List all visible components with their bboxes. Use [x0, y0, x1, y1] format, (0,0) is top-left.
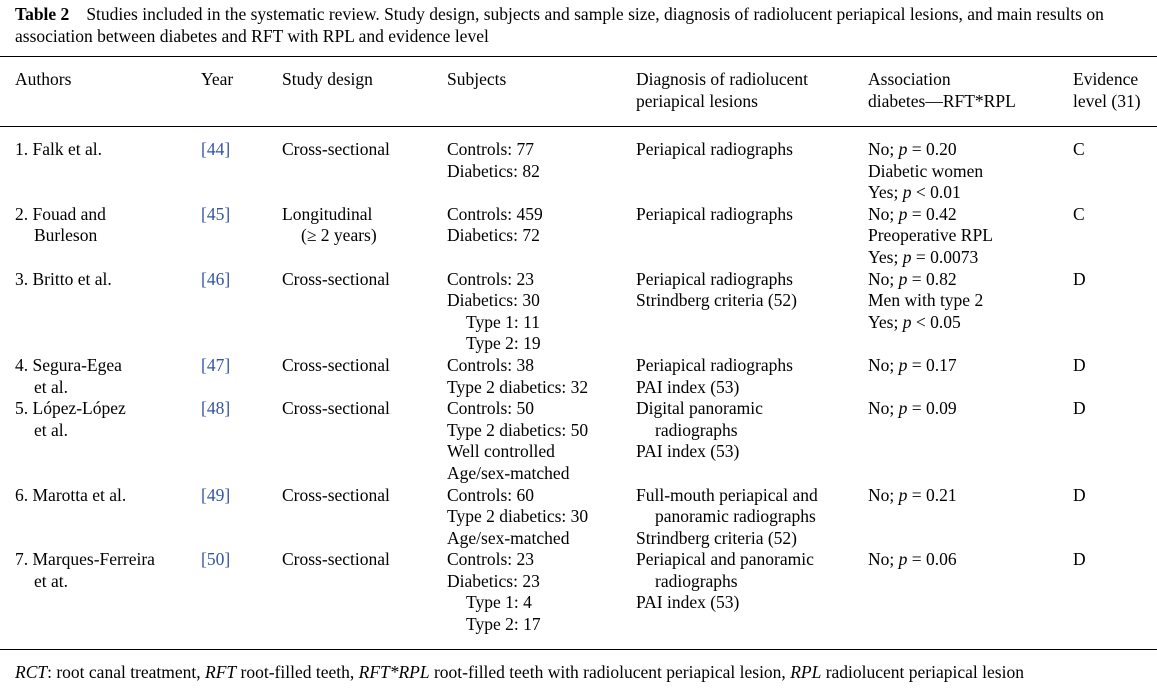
cell-line	[201, 549, 282, 571]
cell-line: Cross-sectional	[282, 268, 390, 289]
cell-authors	[15, 398, 201, 484]
cell-line-continued: Type 2: 17	[466, 614, 541, 635]
footnote-definition: radiolucent periapical lesion	[821, 662, 1024, 682]
p-value-symbol: p	[902, 182, 912, 203]
cell-diagnosis	[636, 485, 868, 550]
cell-authors	[15, 269, 201, 355]
table-label: Table 2	[15, 4, 70, 24]
header-evidence	[1073, 69, 1155, 112]
footnote-definition: root-filled teeth with radiolucent periapical lesion,	[429, 662, 791, 682]
cell-line: Preoperative RPL	[868, 225, 993, 246]
p-value-symbol: p	[898, 484, 908, 505]
cell-line: Periapical radiographs	[636, 139, 793, 159]
p-value-symbol: p	[898, 354, 908, 375]
reference-link[interactable]: [49]	[201, 484, 231, 505]
cell-line-continued: (≥ 2 years)	[301, 225, 377, 246]
cell-line: Type 2 diabetics: 30	[447, 506, 589, 527]
cell-diagnosis	[636, 398, 868, 484]
cell-year	[201, 398, 282, 484]
cell-line: No; p = 0.09	[868, 398, 957, 419]
cell-authors	[15, 355, 201, 398]
table-row	[15, 269, 1155, 355]
cell-line	[201, 139, 282, 161]
cell-line: C	[1073, 203, 1085, 224]
cell-line: 6. Marotta et al.	[15, 484, 127, 505]
cell-line: Cross-sectional	[282, 484, 390, 505]
cell-line: No; p = 0.06	[868, 549, 957, 570]
cell-line: Men with type 2	[868, 290, 984, 311]
cell-line: Strindberg criteria (52)	[636, 527, 798, 548]
table-footnote	[15, 662, 1024, 684]
cell-subjects	[447, 549, 636, 635]
cell-subjects	[447, 269, 636, 355]
cell-line: Type 2 diabetics: 32	[447, 376, 589, 397]
cell-authors	[15, 204, 201, 269]
reference-link[interactable]: [48]	[201, 398, 231, 419]
header-line: Diagnosis of radiolucent	[636, 69, 809, 89]
reference-link[interactable]: [50]	[201, 549, 231, 570]
header-year	[201, 69, 282, 112]
cell-subjects	[447, 204, 636, 269]
header-line: Study design	[282, 69, 373, 89]
cell-line: Periapical radiographs	[636, 203, 793, 224]
cell-year	[201, 204, 282, 269]
table-header-row	[15, 69, 1155, 112]
cell-line: Periapical radiographs	[636, 268, 793, 289]
cell-association	[868, 398, 1073, 484]
cell-line: Yes; p = 0.0073	[868, 246, 979, 267]
footnote-definition: : root canal treatment,	[47, 662, 206, 682]
cell-line: Cross-sectional	[282, 354, 390, 375]
header-association	[868, 69, 1073, 112]
header-line: diabetes—RFT*RPL	[868, 90, 1016, 111]
cell-evidence	[1073, 398, 1155, 484]
cell-design	[282, 355, 447, 398]
cell-line: Controls: 23	[447, 268, 535, 289]
header-rule	[0, 126, 1157, 127]
cell-association	[868, 269, 1073, 355]
cell-line	[201, 204, 282, 226]
cell-line: D	[1073, 354, 1086, 375]
cell-design	[282, 549, 447, 635]
cell-year	[201, 485, 282, 550]
cell-authors	[15, 139, 201, 204]
cell-line	[201, 355, 282, 377]
cell-subjects	[447, 355, 636, 398]
cell-line: No; p = 0.42	[868, 203, 957, 224]
cell-line: Digital panoramic	[636, 398, 763, 419]
reference-link[interactable]: [44]	[201, 139, 231, 159]
cell-authors	[15, 549, 201, 635]
header-line: Evidence	[1073, 69, 1139, 89]
header-authors	[15, 69, 201, 112]
footnote-abbreviation: RCT	[15, 662, 48, 682]
cell-design	[282, 139, 447, 204]
header-subjects	[447, 69, 636, 112]
cell-diagnosis	[636, 139, 868, 204]
header-diagnosis	[636, 69, 868, 112]
p-value-symbol: p	[898, 268, 908, 289]
cell-evidence	[1073, 204, 1155, 269]
cell-association	[868, 204, 1073, 269]
cell-line: Controls: 459	[447, 203, 543, 224]
cell-line	[201, 398, 282, 420]
cell-line: Age/sex-matched	[447, 462, 570, 483]
cell-line: Controls: 77	[447, 139, 535, 159]
cell-line: Cross-sectional	[282, 139, 390, 159]
cell-evidence	[1073, 355, 1155, 398]
cell-line: Diabetics: 82	[447, 160, 540, 181]
p-value-symbol: p	[898, 398, 908, 419]
cell-design	[282, 204, 447, 269]
footnote-definition: root-filled teeth,	[236, 662, 359, 682]
cell-line: Diabetics: 30	[447, 290, 540, 311]
cell-line: Diabetics: 72	[447, 225, 540, 246]
cell-diagnosis	[636, 549, 868, 635]
table-row	[15, 139, 1155, 204]
caption-text: Studies included in the systematic review. Study design, subjects and sample size, diagnosis of radiolucent periapical lesions, and main results on association between diabetes and RFT with RPL and evidence level	[15, 4, 1104, 46]
header-line: Year	[201, 69, 234, 89]
table-row	[15, 485, 1155, 550]
cell-evidence	[1073, 485, 1155, 550]
cell-line: D	[1073, 398, 1086, 419]
cell-design	[282, 485, 447, 550]
table-row	[15, 355, 1155, 398]
cell-line-continued: Type 1: 11	[466, 311, 540, 332]
cell-year	[201, 139, 282, 204]
cell-line: 7. Marques-Ferreira	[15, 549, 155, 570]
p-value-symbol: p	[902, 246, 912, 267]
cell-line: Longitudinal	[282, 203, 373, 224]
cell-line: Diabetics: 23	[447, 570, 540, 591]
cell-line	[201, 485, 282, 507]
cell-subjects	[447, 485, 636, 550]
cell-association	[868, 139, 1073, 204]
cell-line: Type 2 diabetics: 50	[447, 419, 589, 440]
header-line: Association	[868, 69, 951, 89]
reference-link[interactable]: [45]	[201, 203, 231, 224]
cell-line: Controls: 50	[447, 398, 535, 419]
top-rule	[0, 56, 1157, 57]
table-caption	[15, 4, 1151, 47]
cell-authors	[15, 485, 201, 550]
cell-line-continued: et at.	[34, 570, 69, 591]
table-row	[15, 204, 1155, 269]
table-body	[15, 139, 1155, 636]
cell-line-continued: radiographs	[655, 419, 738, 440]
cell-design	[282, 269, 447, 355]
cell-line: Well controlled	[447, 441, 555, 462]
cell-line: Periapical radiographs	[636, 354, 793, 375]
cell-line: Controls: 60	[447, 484, 535, 505]
reference-link[interactable]: [46]	[201, 268, 231, 289]
cell-line: Yes; p < 0.01	[868, 182, 961, 203]
cell-line: No; p = 0.20	[868, 139, 957, 159]
cell-line: 5. López-López	[15, 398, 126, 419]
cell-line-continued: Type 1: 4	[466, 592, 532, 613]
p-value-symbol: p	[898, 139, 908, 159]
cell-evidence	[1073, 269, 1155, 355]
cell-line: No; p = 0.17	[868, 354, 957, 375]
cell-line: D	[1073, 268, 1086, 289]
cell-line: Diabetic women	[868, 160, 984, 181]
header-line: Subjects	[447, 69, 507, 89]
footnote-abbreviation: RPL	[790, 662, 822, 682]
header-line: periapical lesions	[636, 90, 758, 111]
cell-association	[868, 549, 1073, 635]
cell-line-continued: et al.	[34, 376, 69, 397]
cell-line: 4. Segura-Egea	[15, 354, 122, 375]
cell-line: D	[1073, 484, 1086, 505]
cell-line: 2. Fouad and	[15, 203, 106, 224]
cell-evidence	[1073, 549, 1155, 635]
cell-association	[868, 355, 1073, 398]
cell-diagnosis	[636, 269, 868, 355]
bottom-rule	[0, 649, 1157, 650]
cell-line-continued: radiographs	[655, 570, 738, 591]
cell-line: 1. Falk et al.	[15, 139, 102, 159]
footnote-abbreviation: RFT*RPL	[358, 662, 430, 682]
cell-line: D	[1073, 549, 1086, 570]
cell-subjects	[447, 398, 636, 484]
cell-line: Controls: 23	[447, 549, 535, 570]
cell-line: Yes; p < 0.05	[868, 311, 961, 332]
table-row	[15, 398, 1155, 484]
cell-subjects	[447, 139, 636, 204]
cell-line-continued: Type 2: 19	[466, 333, 541, 354]
cell-diagnosis	[636, 204, 868, 269]
cell-line-continued: et al.	[34, 419, 69, 440]
cell-association	[868, 485, 1073, 550]
cell-line-continued: panoramic radiographs	[655, 506, 816, 527]
cell-line: Full-mouth periapical and	[636, 484, 818, 505]
cell-line: PAI index (53)	[636, 376, 740, 397]
table-row	[15, 549, 1155, 635]
cell-evidence	[1073, 139, 1155, 204]
header-line: Authors	[15, 69, 72, 89]
header-line: level (31)	[1073, 90, 1141, 111]
footnote-abbreviation: RFT	[205, 662, 237, 682]
p-value-symbol: p	[898, 203, 908, 224]
cell-year	[201, 269, 282, 355]
header-design	[282, 69, 447, 112]
cell-line: Periapical and panoramic	[636, 549, 814, 570]
cell-line: 3. Britto et al.	[15, 268, 112, 289]
cell-design	[282, 398, 447, 484]
cell-year	[201, 355, 282, 398]
cell-line: C	[1073, 139, 1085, 159]
cell-line: Controls: 38	[447, 354, 535, 375]
cell-line: No; p = 0.21	[868, 484, 957, 505]
cell-line: No; p = 0.82	[868, 268, 957, 289]
p-value-symbol: p	[898, 549, 908, 570]
cell-line: Strindberg criteria (52)	[636, 290, 798, 311]
cell-line-continued: Burleson	[34, 225, 98, 246]
cell-line: PAI index (53)	[636, 592, 740, 613]
p-value-symbol: p	[902, 311, 912, 332]
cell-line: Cross-sectional	[282, 398, 390, 419]
cell-line: Cross-sectional	[282, 549, 390, 570]
cell-year	[201, 549, 282, 635]
reference-link[interactable]: [47]	[201, 354, 231, 375]
cell-line: PAI index (53)	[636, 441, 740, 462]
cell-diagnosis	[636, 355, 868, 398]
cell-line: Age/sex-matched	[447, 527, 570, 548]
cell-line	[201, 269, 282, 291]
